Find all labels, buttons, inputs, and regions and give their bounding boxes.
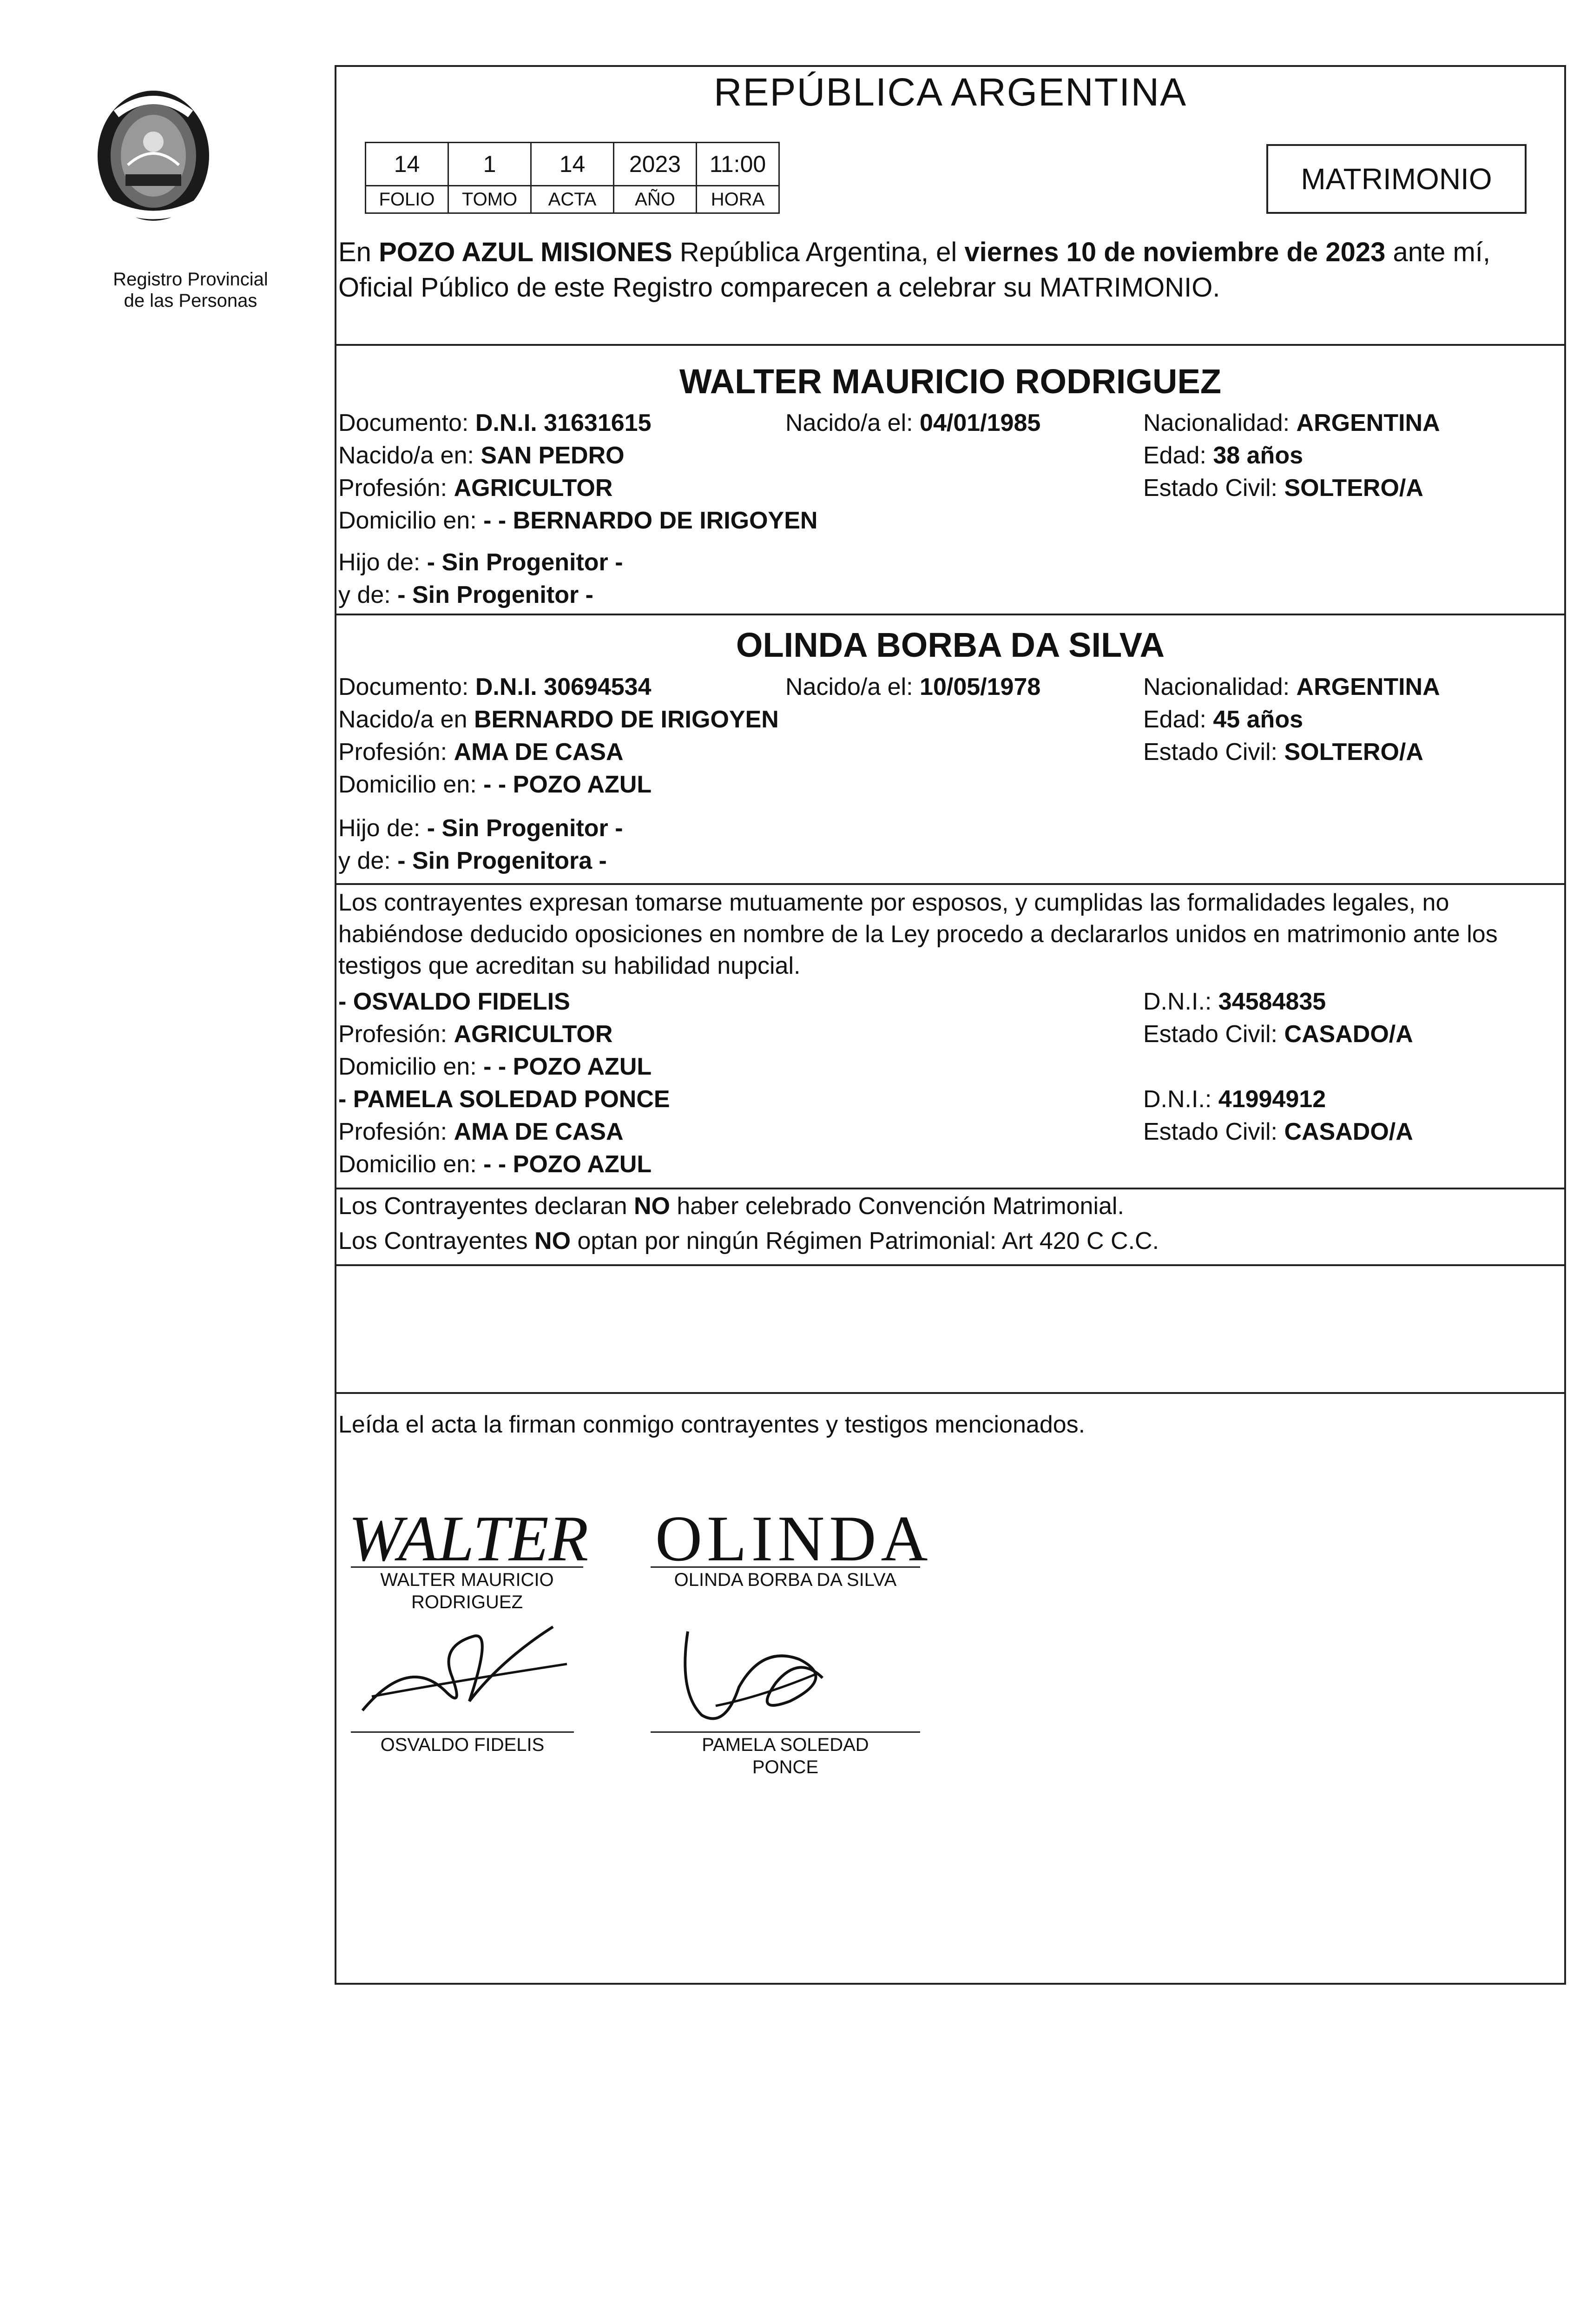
- text-bold: NO: [633, 1193, 670, 1220]
- act-type-box: MATRIMONIO: [1266, 144, 1527, 214]
- hour-label: HORA: [697, 186, 779, 213]
- bride-birthplace: [338, 706, 779, 733]
- folio-label: FOLIO: [366, 186, 448, 213]
- value: - - POZO AZUL: [483, 1053, 652, 1080]
- convention-statement: [338, 1192, 1124, 1220]
- divider: [335, 1392, 1566, 1394]
- label: Profesión:: [338, 1118, 454, 1145]
- signature-line: [651, 1731, 920, 1733]
- groom-name: WALTER MAURICIO RODRIGUEZ: [679, 362, 1222, 401]
- witness2-signature-caption: [651, 1734, 920, 1778]
- label: Documento:: [338, 673, 475, 700]
- text: haber celebrado Convención Matrimonial.: [670, 1193, 1124, 1220]
- bride-document: [338, 673, 652, 701]
- groom-nationality: [1143, 409, 1440, 437]
- witness2-address: [338, 1150, 652, 1178]
- province-seal-logo: [93, 86, 214, 225]
- label: Documento:: [338, 409, 475, 436]
- value: - PAMELA SOLEDAD PONCE: [338, 1086, 670, 1113]
- value: - Sin Progenitor -: [427, 549, 623, 576]
- value: - - BERNARDO DE IRIGOYEN: [483, 507, 818, 534]
- groom-birthplace: [338, 442, 625, 469]
- label: Hijo de:: [338, 549, 427, 576]
- divider: [335, 1264, 1566, 1266]
- value: SOLTERO/A: [1284, 739, 1423, 766]
- seal-caption-line2: de las Personas: [124, 290, 257, 311]
- label: Edad:: [1143, 706, 1213, 733]
- acta-label: ACTA: [531, 186, 614, 213]
- caption-line: PAMELA SOLEDAD: [702, 1735, 869, 1755]
- value: CASADO/A: [1284, 1118, 1413, 1145]
- label: Estado Civil:: [1143, 1021, 1284, 1048]
- bride-parent2: [338, 847, 607, 875]
- text: Los Contrayentes: [338, 1228, 535, 1254]
- label: Estado Civil:: [1143, 475, 1284, 502]
- groom-profession: [338, 474, 612, 502]
- signature-line: [351, 1566, 583, 1568]
- year-value: 2023: [614, 143, 697, 186]
- intro-text: República Argentina, el: [672, 237, 965, 267]
- witness2-profession: [338, 1118, 624, 1146]
- value: AGRICULTOR: [454, 1021, 613, 1048]
- caption-line: PONCE: [752, 1757, 819, 1777]
- bride-age: [1143, 706, 1303, 733]
- groom-address: [338, 507, 817, 535]
- value: SOLTERO/A: [1284, 475, 1423, 502]
- caption-line: RODRIGUEZ: [411, 1592, 523, 1612]
- label: Edad:: [1143, 442, 1213, 469]
- witness2-signature-scribble: [660, 1618, 855, 1738]
- witness1-name: [338, 988, 570, 1016]
- hour-value: 11:00: [697, 143, 779, 186]
- label: D.N.I.:: [1143, 988, 1218, 1015]
- groom-age: [1143, 442, 1303, 469]
- label: Profesión:: [338, 475, 454, 502]
- value: - - POZO AZUL: [483, 1151, 652, 1178]
- groom-signature: WALTER: [349, 1503, 589, 1575]
- declaration-paragraph: Los contrayentes expresan tomarse mutuamente por esposos, y cumplidas las formalidades legales, no habiéndose deducido oposiciones en nombre de la Ley procedo a declararlos unidos en matrimonio ante los testigos que acreditan su habilidad nupcial.: [338, 889, 1498, 979]
- witness1-civil-status: [1143, 1020, 1413, 1048]
- value: AMA DE CASA: [454, 1118, 624, 1145]
- seal-caption-line1: Registro Provincial: [113, 269, 268, 290]
- label: D.N.I.:: [1143, 1086, 1218, 1113]
- groom-parent1: [338, 548, 623, 576]
- value: 04/01/1985: [920, 409, 1041, 436]
- witness1-profession: [338, 1020, 612, 1048]
- text-bold: NO: [534, 1228, 571, 1254]
- intro-date: viernes 10 de noviembre de 2023: [964, 237, 1386, 267]
- label: Hijo de:: [338, 815, 427, 842]
- bride-signature: OLINDA: [655, 1503, 933, 1575]
- witness2-name: [338, 1085, 670, 1113]
- signature-line: [651, 1566, 920, 1568]
- caption-line: WALTER MAURICIO: [380, 1570, 554, 1590]
- text: Los Contrayentes declaran: [338, 1193, 634, 1220]
- label: Domicilio en:: [338, 1053, 484, 1080]
- witness1-address: [338, 1053, 652, 1081]
- label: Profesión:: [338, 1021, 454, 1048]
- label: Domicilio en:: [338, 1151, 484, 1178]
- bride-parent1: [338, 814, 623, 842]
- groom-parent2: [338, 581, 593, 609]
- intro-text: En: [338, 237, 379, 267]
- label: Nacido/a el:: [785, 673, 920, 700]
- label: Nacionalidad:: [1143, 409, 1297, 436]
- intro-text: ante mí, Oficial Público de este Registro comparecen a celebrar su MATRIMONIO.: [338, 237, 1491, 303]
- text: optan por ningún Régimen Patrimonial: Art 420 C C.C.: [571, 1228, 1159, 1254]
- bride-signature-caption: OLINDA BORBA DA SILVA: [674, 1570, 897, 1590]
- closing-statement: Leída el acta la firman conmigo contrayentes y testigos mencionados.: [338, 1411, 1086, 1438]
- folio-value: 14: [366, 143, 448, 186]
- value: D.N.I. 30694534: [475, 673, 652, 700]
- label: Nacionalidad:: [1143, 673, 1297, 700]
- value: - Sin Progenitor -: [427, 815, 623, 842]
- label: Nacido/a en: [338, 706, 474, 733]
- label: Nacido/a en:: [338, 442, 481, 469]
- witness2-civil-status: [1143, 1118, 1413, 1146]
- registry-table: [365, 142, 780, 214]
- label: y de:: [338, 847, 398, 874]
- witness1-signature-scribble: [353, 1618, 576, 1738]
- bride-nationality: [1143, 673, 1440, 701]
- label: Nacido/a el:: [785, 409, 920, 436]
- label: Domicilio en:: [338, 507, 484, 534]
- acta-value: 14: [531, 143, 614, 186]
- divider: [335, 883, 1566, 885]
- groom-signature-caption: [351, 1569, 583, 1613]
- tomo-value: 1: [448, 143, 531, 186]
- value: ARGENTINA: [1296, 673, 1440, 700]
- value: 38 años: [1213, 442, 1303, 469]
- country-title: REPÚBLICA ARGENTINA: [713, 70, 1187, 114]
- groom-birthdate: [785, 409, 1040, 437]
- regime-statement: [338, 1227, 1159, 1255]
- bride-address: [338, 771, 652, 799]
- value: ARGENTINA: [1296, 409, 1440, 436]
- value: - Sin Progenitor -: [397, 581, 593, 608]
- value: SAN PEDRO: [481, 442, 625, 469]
- bride-birthdate: [785, 673, 1040, 701]
- value: - OSVALDO FIDELIS: [338, 988, 570, 1015]
- value: 10/05/1978: [920, 673, 1041, 700]
- year-label: AÑO: [614, 186, 697, 213]
- label: Profesión:: [338, 739, 454, 766]
- bride-civil-status: [1143, 738, 1423, 766]
- bride-profession: [338, 738, 624, 766]
- divider: [335, 614, 1566, 615]
- label: y de:: [338, 581, 398, 608]
- value: AGRICULTOR: [454, 475, 613, 502]
- label: Estado Civil:: [1143, 739, 1284, 766]
- divider: [335, 344, 1566, 346]
- value: - Sin Progenitora -: [397, 847, 607, 874]
- signature-line: [351, 1731, 574, 1733]
- value: 45 años: [1213, 706, 1303, 733]
- value: D.N.I. 31631615: [475, 409, 652, 436]
- groom-document: [338, 409, 652, 437]
- bride-name: OLINDA BORBA DA SILVA: [736, 626, 1165, 664]
- witness2-dni: [1143, 1085, 1326, 1113]
- value: CASADO/A: [1284, 1021, 1413, 1048]
- groom-civil-status: [1143, 474, 1423, 502]
- intro-place: POZO AZUL MISIONES: [379, 237, 672, 267]
- value: 41994912: [1218, 1086, 1326, 1113]
- seal-caption: [88, 269, 293, 311]
- value: 34584835: [1218, 988, 1326, 1015]
- value: BERNARDO DE IRIGOYEN: [474, 706, 779, 733]
- tomo-label: TOMO: [448, 186, 531, 213]
- value: AMA DE CASA: [454, 739, 624, 766]
- witness1-dni: [1143, 988, 1326, 1016]
- intro-paragraph: [338, 235, 1560, 305]
- label: Domicilio en:: [338, 771, 484, 798]
- value: - - POZO AZUL: [483, 771, 652, 798]
- label: Estado Civil:: [1143, 1118, 1284, 1145]
- witness1-signature-caption: OSVALDO FIDELIS: [380, 1735, 545, 1755]
- divider: [335, 1188, 1566, 1189]
